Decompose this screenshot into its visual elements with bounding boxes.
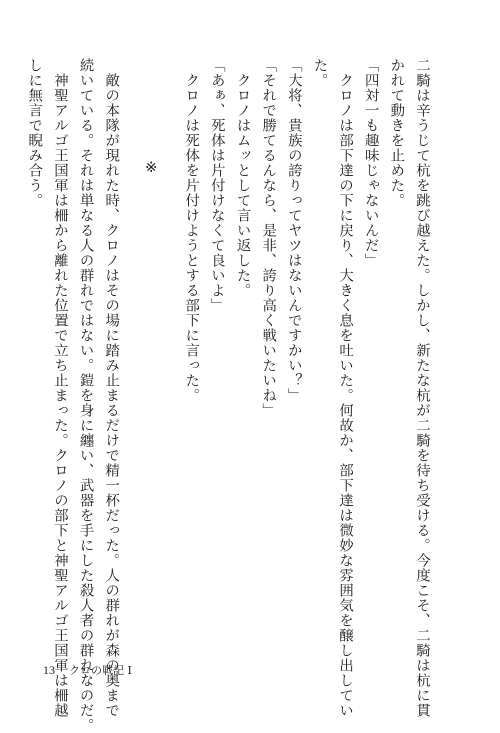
text-line: 続いている。それは単なる人の群れではない。鎧を身に纏い、武器を手にした殺人者の群れなのだ。 xyxy=(77,58,94,733)
text-line: 神聖アルゴ王国軍は柵から離れた位置で立ち止まった。クロノの部下と神聖アルゴ王国軍は柵越 xyxy=(51,58,68,718)
blank-line xyxy=(123,58,137,638)
text-line: かれて動きを止めた。 xyxy=(388,58,405,208)
text-line: 敵の本隊が現れた時、クロノはその場に踏み止まるだけで精一杯だった。人の群れが森の奥まで xyxy=(103,58,120,718)
text-line: た。 xyxy=(311,58,328,88)
text-line: クロノは死体を片付けようとする部下に言った。 xyxy=(183,58,200,403)
text-line: 二騎は辛うじて杭を跳び越えた。しかし、新たな杭が二騎を待ち受ける。今度こそ、二騎は杭に貫 xyxy=(414,58,430,718)
text-line: 「それで勝てるんなら、是非、誇り高く戦いたいね」 xyxy=(260,58,277,418)
blank-line xyxy=(163,58,177,638)
text-line: クロノはムッとして言い返した。 xyxy=(234,58,251,298)
text-line: クロノは部下達の下に戻り、大きく息を吐いた。何故か、部下達は微妙な雰囲気を醸し出してい xyxy=(337,58,354,718)
page-number: 13 xyxy=(43,663,55,677)
text-line: しに無言で睨み合う。 xyxy=(26,58,43,208)
page-footer xyxy=(43,662,132,678)
scene-break-marker: ※ xyxy=(143,160,160,177)
text-line: 「大将、貴族の誇りってヤツはないんですかい？」 xyxy=(285,58,302,403)
text-line: 「あぁ、死体は片付けなくて良いよ」 xyxy=(208,58,225,313)
text-line: 「四対一も趣味じゃないんだ」 xyxy=(362,58,379,268)
book-title: クロの戦記 Ⅰ xyxy=(69,664,132,677)
